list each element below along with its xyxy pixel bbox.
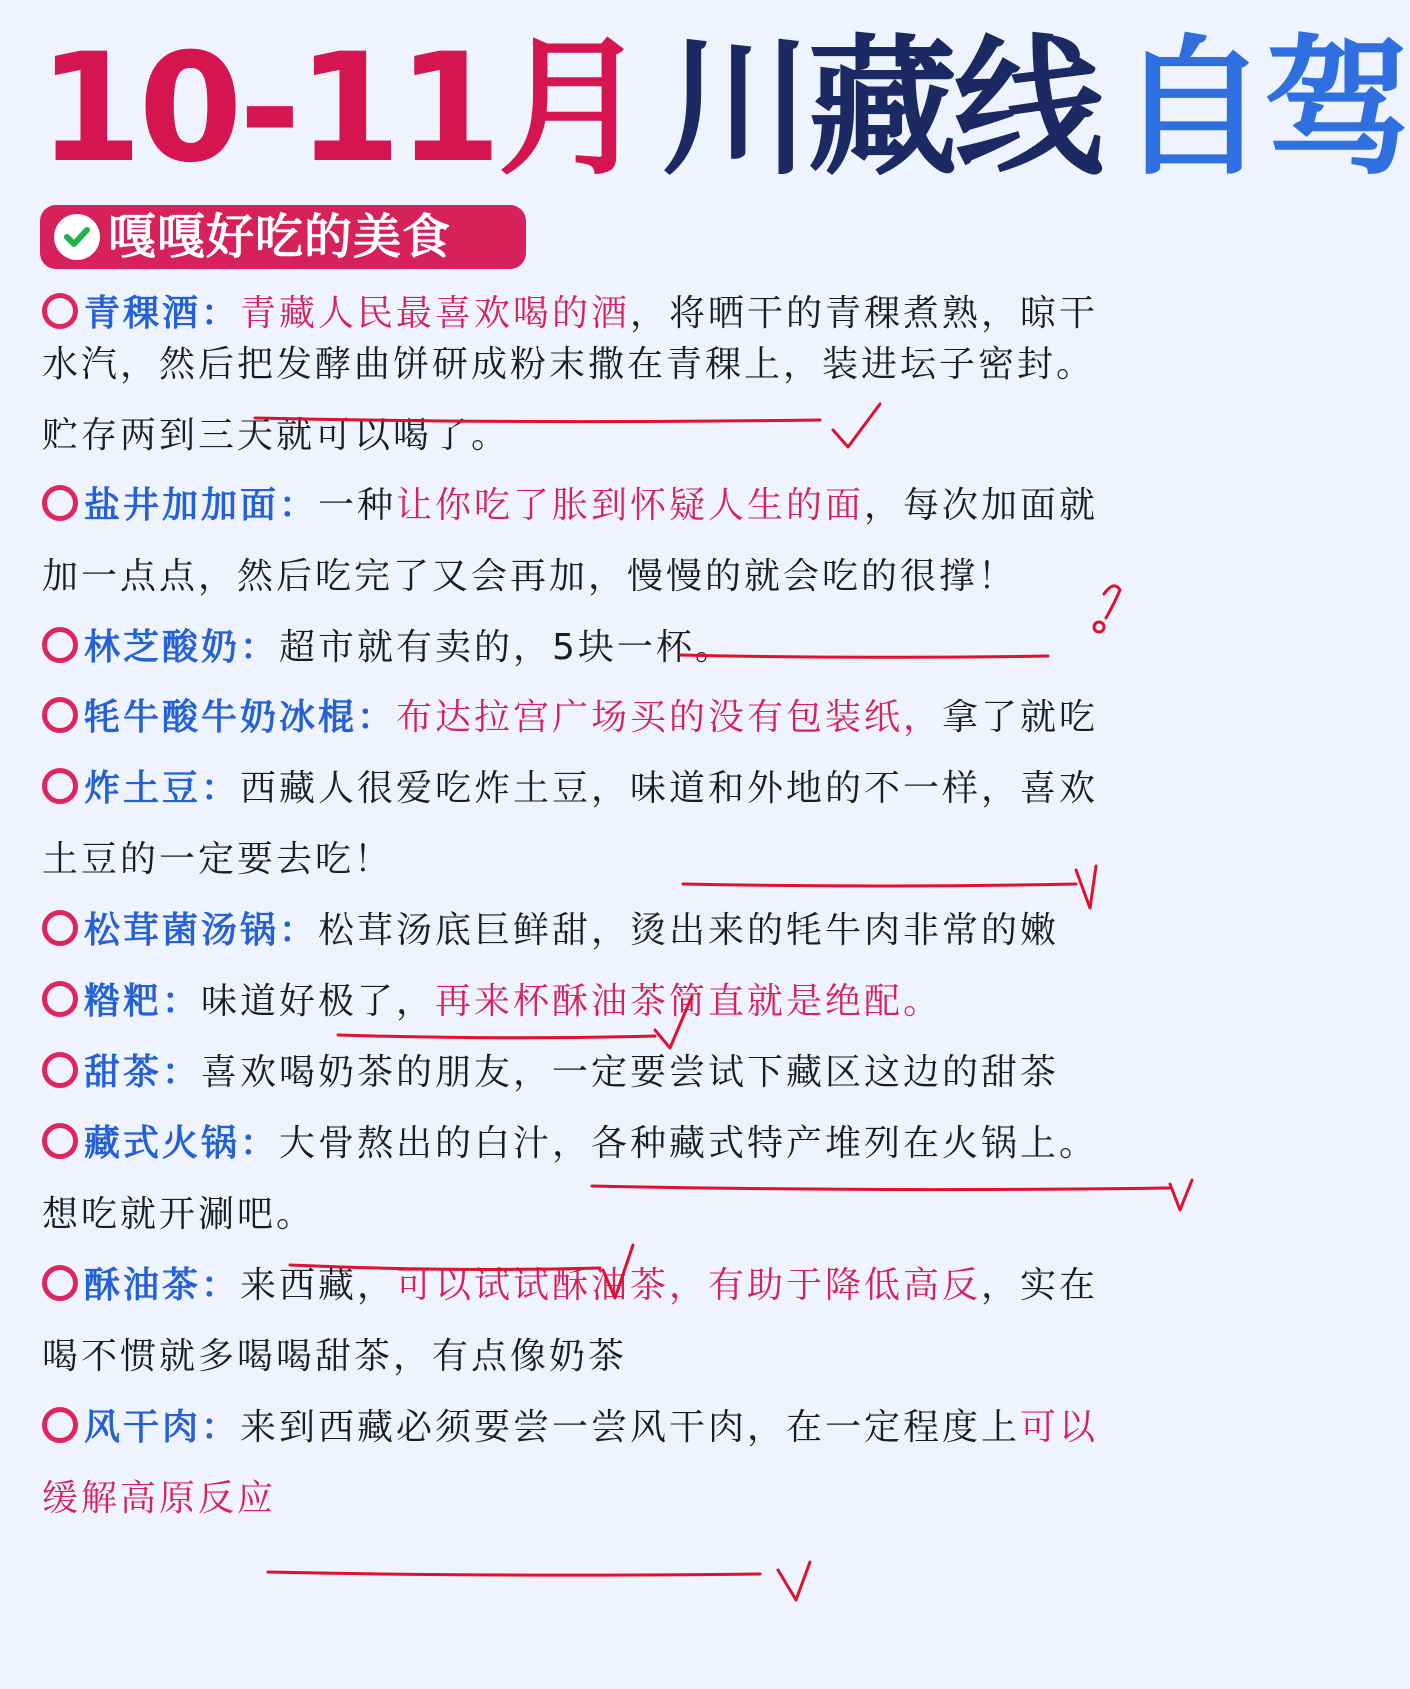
food-item-sweet-tea (42, 1048, 1059, 1098)
section-badge-label: 嘎嘎好吃的美食 (108, 209, 452, 265)
body-text: 味道好极了， (201, 981, 436, 1022)
body-text: ，实在 (981, 1265, 1099, 1306)
body-text: 一种 (318, 485, 397, 526)
body-line: 水汽，然后把发酵曲饼研成粉末撒在青稞上，装进坛子密封。 (42, 344, 1096, 385)
food-name: 甜茶： (84, 1052, 202, 1093)
body-line: 加一点点，然后吃完了又会再加，慢慢的就会吃的很撑！ (42, 556, 1018, 597)
highlight-text: 可以试试酥油茶，有助于降低高反 (396, 1265, 982, 1306)
exclamation-dot-icon (1094, 622, 1104, 632)
circle-bullet-icon (42, 1123, 78, 1159)
food-item-butter-tea (42, 1261, 1098, 1311)
food-item-yak-yogurt-popsicle (42, 693, 1098, 743)
food-name: 藏式火锅： (84, 1123, 280, 1164)
exclamation-mark-icon (1104, 586, 1120, 618)
highlight-text: 可以 (1020, 1407, 1099, 1448)
body-text: 喜欢喝奶茶的朋友，一定要尝试下藏区这边的甜茶 (201, 1052, 1060, 1093)
check-mark-icon (833, 404, 880, 447)
food-item-yanjing-noodles (42, 481, 1098, 531)
underline-mark (268, 1572, 760, 1575)
circle-bullet-icon (42, 768, 78, 804)
circle-bullet-icon (42, 697, 78, 733)
circle-bullet-icon (42, 485, 78, 521)
body-text: ，每次加面就 (864, 485, 1099, 526)
page-title (38, 22, 1410, 196)
food-item-matsutake-hotpot (42, 906, 1059, 956)
body-line: 缓解高原反应 (42, 1478, 277, 1519)
section-badge (40, 205, 526, 269)
body-line: 想吃就开涮吧。 (42, 1194, 316, 1235)
body-line: 贮存两到三天就可以喝了。 (42, 415, 511, 456)
body-text: 来西藏， (240, 1265, 397, 1306)
highlight-text: 布达拉宫广场买的没有包装纸， (396, 697, 943, 738)
food-name: 糌粑： (84, 981, 202, 1022)
circle-bullet-icon (42, 1052, 78, 1088)
circle-bullet-icon (42, 293, 78, 329)
check-mark-icon (778, 1562, 810, 1600)
circle-bullet-icon (42, 1407, 78, 1443)
food-name: 酥油茶： (84, 1265, 241, 1306)
body-text: 松茸汤底巨鲜甜，烫出来的牦牛肉非常的嫩 (318, 910, 1060, 951)
circle-bullet-icon (42, 627, 78, 663)
food-name: 青稞酒： (84, 293, 241, 334)
check-mark-icon (1170, 1180, 1192, 1210)
body-line: 土豆的一定要去吃！ (42, 839, 394, 880)
circle-bullet-icon (42, 1265, 78, 1301)
circle-bullet-icon (42, 910, 78, 946)
body-text: ，将晒干的青稞煮熟，晾干 (630, 293, 1099, 334)
circle-bullet-icon (42, 981, 78, 1017)
food-item-tsampa (42, 977, 942, 1027)
title-months: 10-11月 (38, 22, 644, 196)
food-item-qingke-wine (42, 289, 1098, 339)
highlight-text: 再来杯酥油茶简直就是绝配。 (435, 981, 943, 1022)
food-item-linzhi-yogurt (42, 623, 734, 673)
underline-mark (683, 884, 1076, 886)
food-name: 炸土豆： (84, 768, 241, 809)
body-line: 喝不惯就多喝喝甜茶，有点像奶茶 (42, 1336, 628, 1377)
underline-mark (592, 1186, 1170, 1190)
body-text: 西藏人很爱吃炸土豆，味道和外地的不一样，喜欢 (240, 768, 1099, 809)
food-name: 松茸菌汤锅： (84, 910, 319, 951)
food-name: 林芝酸奶： (84, 627, 280, 668)
highlight-text: 让你吃了胀到怀疑人生的面 (396, 485, 865, 526)
body-text: 超市就有卖的，5块一杯。 (279, 627, 734, 668)
title-selfdrive: 自驾 (1117, 22, 1410, 196)
food-name: 风干肉： (84, 1407, 241, 1448)
body-text: 来到西藏必须要尝一尝风干肉，在一定程度上 (240, 1407, 1021, 1448)
underline-mark (338, 1035, 655, 1038)
food-name: 盐井加加面： (84, 485, 319, 526)
food-item-tibetan-hotpot (42, 1119, 1098, 1169)
food-item-dried-meat (42, 1403, 1098, 1453)
food-name: 牦牛酸牛奶冰棍： (84, 697, 397, 738)
title-route: 川藏线 (661, 22, 1100, 196)
food-item-fried-potato (42, 764, 1098, 814)
check-icon (54, 214, 100, 260)
body-text: 拿了就吃 (942, 697, 1099, 738)
check-mark-icon (1076, 866, 1096, 908)
underline-mark (680, 655, 1048, 657)
highlight-text: 青藏人民最喜欢喝的酒 (240, 293, 631, 334)
body-text: 大骨熬出的白汁，各种藏式特产堆列在火锅上。 (279, 1123, 1099, 1164)
